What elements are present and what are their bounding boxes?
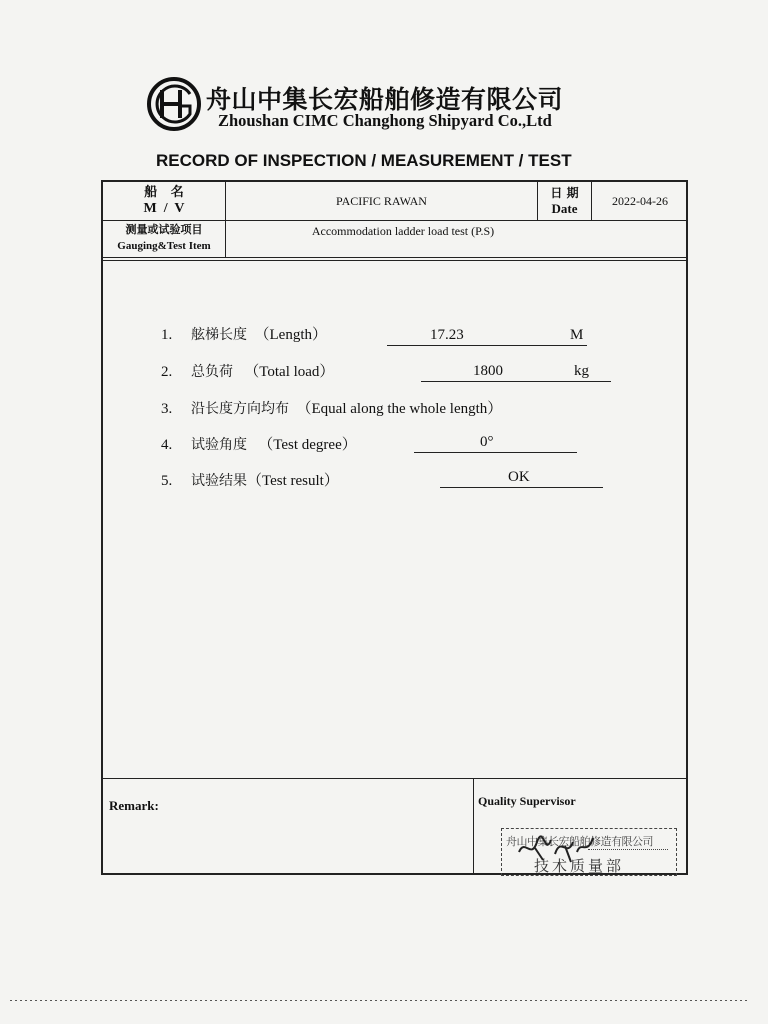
item-name-cn: 舷梯长度 [191, 327, 247, 343]
item-name-cn: 试验角度 [191, 437, 247, 453]
test-item-value: Accommodation ladder load test (P.S) [311, 224, 495, 238]
stamp-department: 技术质量部 [534, 857, 625, 875]
item-number: 1. [161, 327, 173, 343]
vessel-label-cn: 船 名 [144, 185, 184, 200]
row-divider [103, 220, 688, 221]
test-result-field [440, 467, 603, 488]
inspection-form [101, 180, 688, 875]
item-number: 4. [161, 437, 173, 453]
document-title: RECORD OF INSPECTION / MEASUREMENT / TEST [156, 151, 572, 170]
list-item [161, 323, 327, 344]
list-item [161, 360, 334, 381]
row-divider [103, 257, 688, 258]
total-load-field [421, 361, 611, 382]
item-label-en: Gauging&Test Item [117, 240, 211, 252]
company-name-cn: 舟山中集长宏船舶修造有限公司 [206, 85, 564, 114]
item-name-en: （Test result） [247, 473, 339, 489]
item-number: 5. [161, 473, 173, 489]
vessel-label-en: M / V [143, 201, 185, 216]
test-degree-field [414, 432, 577, 453]
row-divider [103, 260, 688, 261]
item-label [103, 222, 225, 254]
item-name-cn: 总负荷 [191, 364, 233, 380]
item-name-cn: 试验结果 [191, 473, 247, 489]
length-field [387, 325, 587, 346]
stamp-company: 舟山中集长宏船舶修造有限公司 [506, 835, 653, 848]
test-result-value: OK [508, 469, 530, 485]
company-logo [146, 76, 202, 132]
page-bottom-dashed-line [10, 1000, 750, 1001]
date-label-cn: 日 期 [550, 186, 579, 200]
date-label-en: Date [551, 201, 578, 216]
item-name-en: （Test degree） [258, 437, 357, 453]
column-divider [473, 778, 474, 875]
vessel-label [103, 185, 225, 217]
test-degree-value: 0° [480, 434, 494, 450]
item-name-en: （Total load） [244, 364, 335, 380]
total-load-value: 1800 [473, 363, 503, 379]
list-item [161, 433, 357, 454]
date-label [538, 185, 591, 217]
total-load-unit: kg [574, 363, 589, 379]
item-name-en: （Length） [254, 327, 327, 343]
item-number: 2. [161, 364, 173, 380]
row-divider [103, 778, 688, 779]
remark-label: Remark: [109, 798, 159, 813]
length-value: 17.23 [430, 327, 464, 343]
list-item [161, 397, 502, 418]
date-value: 2022-04-26 [612, 194, 668, 208]
item-number: 3. [161, 401, 173, 417]
quality-supervisor-label: Quality Supervisor [478, 794, 576, 808]
item-name-cn: 沿长度方向均布 [191, 401, 289, 417]
item-name-en: （Equal along the whole length） [296, 401, 503, 417]
length-unit: M [570, 327, 584, 343]
item-label-cn: 测量或试验项目 [125, 223, 203, 236]
vessel-name: PACIFIC RAWAN [336, 194, 427, 208]
handwritten-signature [515, 830, 605, 864]
list-item [161, 469, 339, 490]
company-name-en: Zhoushan CIMC Changhong Shipyard Co.,Ltd [218, 111, 552, 130]
